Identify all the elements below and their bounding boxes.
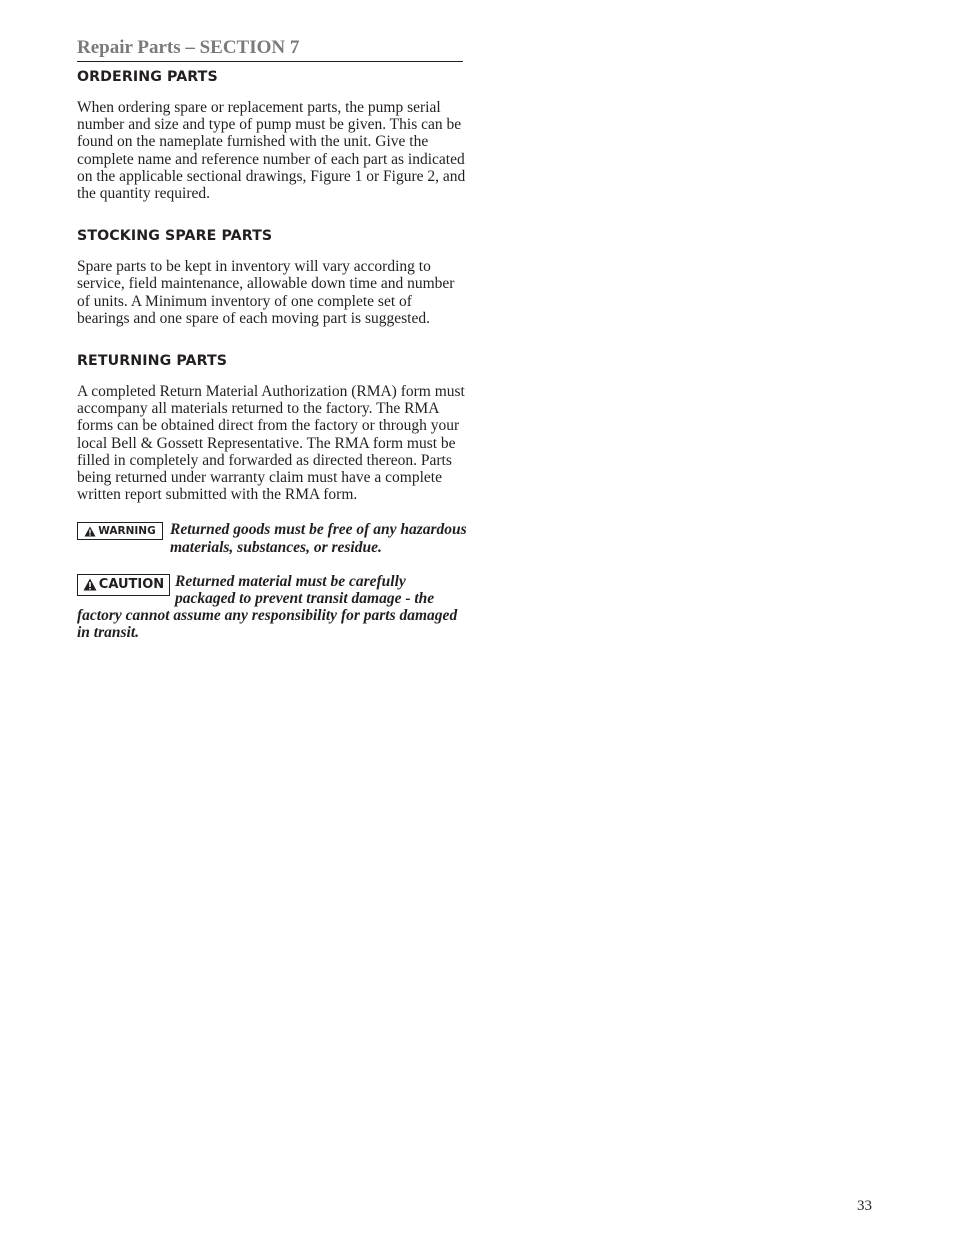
- warning-notice: [77, 521, 467, 555]
- content-column: [77, 68, 467, 642]
- page-number: 33: [857, 1198, 872, 1214]
- warning-triangle-icon: [83, 578, 97, 591]
- caution-badge: [77, 574, 170, 596]
- caution-label: CAUTION: [98, 577, 165, 593]
- page-header: [77, 37, 463, 62]
- warning-label: WARNING: [98, 524, 156, 537]
- section-body-stocking-spare-parts: Spare parts to be kept in inventory will vary according to service, field maintenance, allowable down time and number of units. A Minimum inventory of one complete set of bearings and one spare of each moving part is suggested.: [77, 258, 455, 327]
- warning-triangle-icon: [84, 526, 96, 537]
- caution-text: Returned material must be carefully packaged to prevent transit damage - the factory cannot assume any responsibility for parts damaged in transit.: [77, 572, 458, 642]
- section-body-returning-parts: A completed Return Material Authorization (RMA) form must accompany all materials returned to the factory. The RMA forms can be obtained direct from the factory or through your local Bell & Gossett Representative. The RMA form must be filled in completely and forwarded as directed thereon. Parts being returned under warranty claim must have a complete written report submitted with the RMA form.: [77, 383, 465, 504]
- caution-notice: [77, 573, 467, 642]
- section-heading-ordering-parts: ORDERING PARTS: [77, 69, 218, 85]
- section-heading-stocking-spare-parts: STOCKING SPARE PARTS: [77, 228, 273, 245]
- warning-badge: [77, 522, 163, 540]
- warning-text: Returned goods must be free of any hazardous materials, substances, or residue.: [170, 521, 467, 556]
- page-title: Repair Parts – SECTION 7: [77, 37, 300, 58]
- section-body-ordering-parts: When ordering spare or replacement parts, the pump serial number and size and type of pump must be given. This can be found on the nameplate furnished with the unit. Give the complete name and reference number of each part as indicated on the applicable sectional drawings, Figure 1 or Figure 2, and the quantity required.: [77, 99, 466, 203]
- section-heading-returning-parts: RETURNING PARTS: [77, 353, 228, 370]
